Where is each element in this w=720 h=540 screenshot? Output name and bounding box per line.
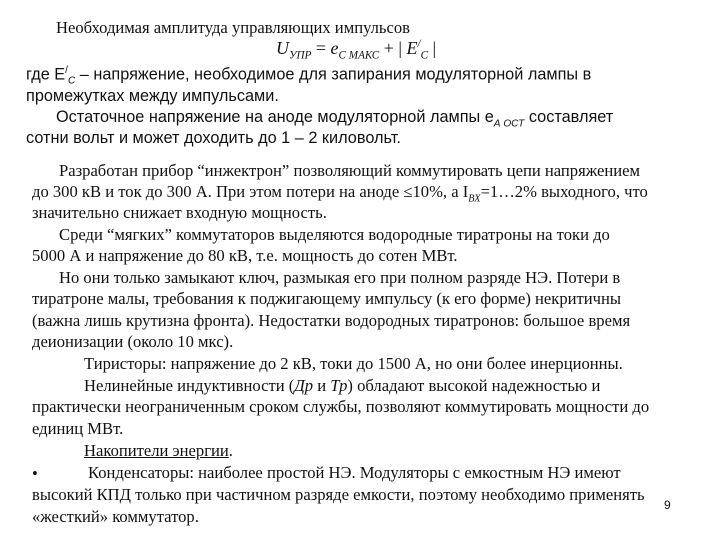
formula-eq: =	[311, 38, 331, 58]
text-fragment: Нелинейные индуктивности (	[84, 376, 295, 395]
formula-e: e	[330, 38, 339, 58]
text-line: Среди “мягких” коммутаторов выделяются водородные тиратроны на токи до	[59, 225, 610, 244]
text-fragment: составляет	[524, 108, 614, 126]
text-line: высокий КПД только при частичном разряде емкости, поэтому необходимо применять	[32, 485, 645, 504]
section-title-text: Накопители энергии	[84, 441, 229, 460]
text-line: Разработан прибор “инжектрон” позволяющий коммутировать цепи напряжением	[59, 161, 640, 180]
text-line: практически неограниченным сроком службы, позволяют коммутировать мощности до	[32, 397, 650, 416]
text-fragment: до 300 кВ и ток до 300 А. При этом потери на аноде ≤10%, а I	[32, 182, 469, 201]
text-line: деионизации (около 10 мкс).	[32, 332, 234, 351]
text-line: (важна лишь крутизна фронта). Недостатки водородных тиратронов: большое время	[32, 311, 631, 330]
text-sub: C	[67, 75, 76, 87]
bullet-marker: •	[32, 464, 38, 483]
formula-bar-left: |	[398, 38, 407, 58]
text-fragment: – напряжение, необходимое для запирания модуляторной лампы в	[75, 65, 592, 84]
text-line: единиц МВт.	[32, 419, 124, 438]
text-italic: Др	[294, 376, 314, 395]
text-line: Тиристоры: напряжение до 2 кВ, токи до 1500 А, но они более инерционны.	[84, 354, 623, 373]
text-line	[32, 184, 648, 205]
formula-E-sup: /	[417, 38, 421, 50]
text-line: тиратроне малы, требования к поджигающему импульсу (к его форме) некритичны	[32, 289, 621, 308]
text-sup: /	[65, 65, 68, 76]
text-line	[84, 378, 600, 395]
formula-E: E	[406, 38, 418, 58]
formula-lhs: U	[276, 38, 289, 58]
text-line	[26, 66, 591, 87]
text-fragment: и	[313, 376, 331, 395]
formula	[276, 39, 436, 62]
text-line: Конденсаторы: наиболее простой НЭ. Модуляторы с емкостным НЭ имеют	[88, 463, 621, 482]
formula-bar-right: |	[428, 38, 437, 58]
text-line: Но они только замыкают ключ, размыкая его при полном разряде НЭ. Потери в	[59, 268, 621, 287]
text-fragment: ) обладают высокой надежностью и	[347, 376, 601, 395]
text-sub: ВХ	[468, 193, 481, 205]
text-line	[56, 109, 613, 129]
text-line: «жесткий» коммутатор.	[32, 507, 199, 526]
text-line: 5000 А и напряжение до 80 кВ, т.е. мощность до сотен МВт.	[32, 246, 458, 265]
section-title	[84, 443, 233, 460]
text-sub: А ОСТ	[493, 118, 525, 130]
page-number: 9	[664, 498, 671, 512]
formula-lhs-sub: УПР	[289, 49, 312, 62]
formula-e-sub: С МАКС	[338, 49, 380, 62]
text-line: значительно снижает входную мощность.	[32, 203, 327, 222]
heading: Необходимая амплитуда управляющих импульсов	[56, 18, 410, 37]
text-italic: Тр	[330, 376, 348, 395]
text-line: сотни вольт и может доходить до 1 – 2 киловольт.	[26, 129, 401, 147]
text-fragment: Остаточное напряжение на аноде модуляторной лампы e	[56, 108, 494, 126]
text-fragment: .	[228, 441, 233, 460]
text-line: промежутках между импульсами.	[26, 87, 279, 105]
formula-E-sub: C	[420, 49, 429, 62]
formula-plus: +	[379, 38, 399, 58]
text-fragment: =1…2% выходного, что	[480, 182, 648, 201]
text-fragment: где E	[26, 65, 66, 84]
